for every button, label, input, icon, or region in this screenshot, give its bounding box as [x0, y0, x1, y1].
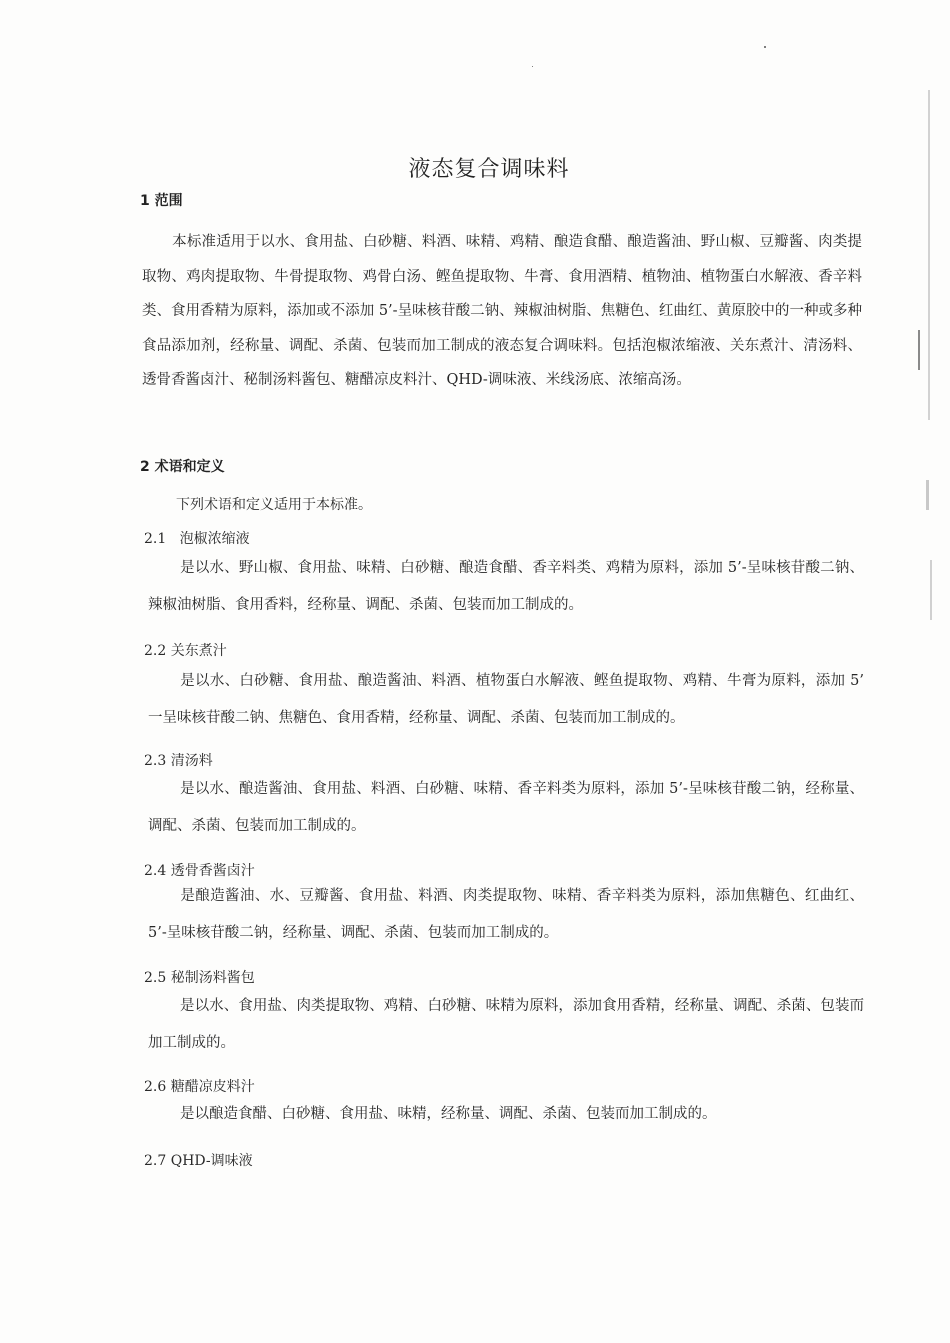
definition-term: 糖醋凉皮料汁 — [170, 1079, 255, 1095]
scan-speck — [532, 66, 533, 67]
definition-text: 是以水、酿造酱油、食用盐、料酒、白砂糖、味精、香辛料类为原料，添加 5’-呈味核苷酸二钠，经称量、调配、杀菌、包装而加工制成的。 — [148, 781, 864, 834]
definition-term: 关东煮汁 — [170, 643, 227, 659]
definition-number: 2.5 — [144, 970, 167, 986]
definition-number: 2.2 — [144, 643, 167, 659]
definition-term: 泡椒浓缩液 — [179, 531, 250, 547]
definition-2-7-body — [148, 1180, 864, 1217]
definition-2-5-body — [148, 988, 864, 1062]
definition-text: 是以水、野山椒、食用盐、味精、白砂糖、酿造食醋、香辛料类、鸡精为原料，添加 5’-呈味核苷酸二钠、辣椒油树脂、食用香料，经称量、调配、杀菌、包装而加工制成的。 — [148, 560, 864, 613]
scan-edge-mark — [930, 560, 932, 620]
scan-edge-mark — [918, 330, 920, 370]
definition-term: 秘制汤料酱包 — [170, 970, 255, 986]
definition-text: 是以酿造食醋、白砂糖、食用盐、味精，经称量、调配、杀菌、包装而加工制成的。 — [180, 1106, 717, 1122]
section-2-heading: 2 术语和定义 — [140, 459, 225, 475]
definition-2-4-body — [148, 878, 864, 952]
definition-number: 2.4 — [144, 863, 167, 879]
definition-2-2-body — [148, 663, 864, 737]
definition-text: 是以水、白砂糖、食用盐、酿造酱油、料酒、植物蛋白水解液、鲣鱼提取物、鸡精、牛膏为原料，添加 5’ 一呈味核苷酸二钠、焦糖色、食用香精，经称量、调配、杀菌、包装而加工制成的。 — [148, 673, 864, 726]
definition-2-7-header — [144, 1150, 253, 1170]
definition-2-1-header — [144, 528, 250, 548]
definition-2-1-body — [148, 550, 864, 624]
definition-2-2-header — [144, 640, 227, 660]
section-1-body — [142, 225, 862, 398]
scan-speck — [764, 46, 766, 48]
definition-2-5-header — [144, 967, 255, 987]
scan-edge-mark — [928, 90, 930, 420]
definition-2-4-header — [144, 860, 255, 880]
definition-number: 2.3 — [144, 753, 167, 769]
definition-term: 透骨香酱卤汁 — [170, 863, 255, 879]
definition-number: 2.1 — [144, 531, 167, 547]
section-1-text: 本标准适用于以水、食用盐、白砂糖、料酒、味精、鸡精、酿造食醋、酿造酱油、野山椒、豆瓣酱、肉类提取物、鸡肉提取物、牛骨提取物、鸡骨白汤、鲣鱼提取物、牛膏、食用酒精、植物油、植物蛋白水解液、香辛料类、食用香精为原料，添加或不添加 5’-呈味核苷酸二钠、辣椒油树脂、焦糖色、红曲红、黄原胶中的一种或多种食品添加剂，经称量、调配、杀菌、包装而加工制成的液态复合调味料。包括泡椒浓缩液、关东煮汁、清汤料、透骨香酱卤汁、秘制汤料酱包、糖醋凉皮料汁、QHD-调味液、米线汤底、浓缩高汤。 — [142, 234, 862, 388]
section-1-heading: 1 范围 — [140, 193, 183, 209]
section-2-intro: 下列术语和定义适用于本标准。 — [176, 497, 372, 513]
definition-2-3-body — [148, 771, 864, 845]
definition-term: 清汤料 — [170, 753, 213, 769]
definition-2-6-header — [144, 1076, 255, 1096]
definition-text: 是酿造酱油、水、豆瓣酱、食用盐、料酒、肉类提取物、味精、香辛料类为原料，添加焦糖色、红曲红、5’-呈味核苷酸二钠，经称量、调配、杀菌、包装而加工制成的。 — [148, 888, 864, 941]
definition-text: 是以水、食用盐、肉类提取物、鸡精、白砂糖、味精为原料，添加食用香精，经称量、调配、杀菌、包装而加工制成的。 — [148, 998, 864, 1051]
definition-2-3-header — [144, 750, 213, 770]
scan-edge-mark — [926, 480, 929, 510]
definition-term: QHD-调味液 — [170, 1153, 253, 1169]
definition-number: 2.7 — [144, 1153, 167, 1169]
definition-2-6-body — [148, 1096, 864, 1133]
document-title: 液态复合调味料 — [408, 157, 570, 182]
definition-number: 2.6 — [144, 1079, 167, 1095]
